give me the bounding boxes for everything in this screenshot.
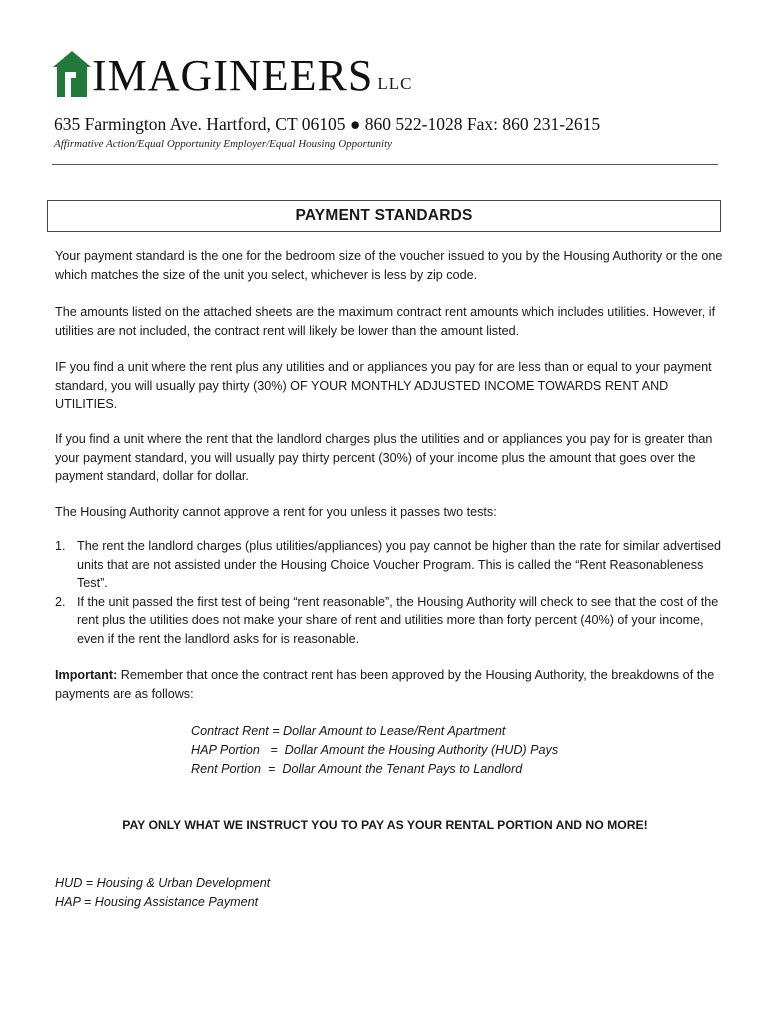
paragraph-below-standard [55, 358, 723, 414]
house-logo-icon [52, 50, 92, 98]
paragraph-text: IF you find a unit where the rent plus any utilities and or appliances you pay for are less than or equal to your payment standard, you will usually pay thirty (30%) OF YOUR MONTHLY ADJUSTED INCOME TOWARDS RENT AND UTILITIES. [55, 360, 712, 411]
list-text: The rent the landlord charges (plus utilities/appliances) you pay cannot be higher than the rate for similar advertised units that are not assisted under the Housing Choice Voucher Program. This is called the “Rent Reasonableness Test”. [77, 539, 722, 590]
list-text: If the unit passed the first test of being “rent reasonable”, the Housing Authority will check to see that the cost of the rent plus the utilities does not make your share of rent and utilities more than forty percent (40%) of your income, even if the rent the landlord asks for is reasonable. [77, 594, 719, 646]
list-item [55, 537, 723, 593]
list-number: 2. [55, 594, 66, 609]
important-paragraph [55, 666, 723, 703]
list-number: 1. [55, 539, 66, 553]
payment-breakdown [191, 722, 558, 779]
formula-rent-portion: Rent Portion = Dollar Amount the Tenant Pays to Landlord [191, 762, 523, 776]
tests-list [55, 537, 723, 648]
company-logo [52, 48, 412, 98]
company-suffix: LLC [377, 74, 413, 93]
paragraph-text: The Housing Authority cannot approve a rent for you unless it passes two tests: [55, 505, 497, 519]
formula-contract-rent: Contract Rent = Dollar Amount to Lease/Rent Apartment [191, 724, 506, 738]
company-tagline: Affirmative Action/Equal Opportunity Employer/Equal Housing Opportunity [54, 138, 393, 150]
paragraph-text: Your payment standard is the one for the bedroom size of the voucher issued to you by the Housing Authority or the one which matches the size of the unit you select, whichever is less by zip code. [55, 249, 723, 282]
page-title-box [47, 200, 721, 232]
page-title: PAYMENT STANDARDS [295, 207, 473, 224]
formula-hap-portion: HAP Portion = Dollar Amount the Housing Authority (HUD) Pays [191, 743, 559, 757]
definitions [55, 874, 270, 912]
paragraph-max-amounts [55, 303, 723, 340]
paragraph-above-standard [55, 430, 723, 486]
paragraph-text: The amounts listed on the attached sheets are the maximum contract rent amounts which includes utilities. However, if utilities are not included, the contract rent will likely be lower than the amount listed. [55, 305, 716, 338]
payment-notice: PAY ONLY WHAT WE INSTRUCT YOU TO PAY AS YOUR RENTAL PORTION AND NO MORE! [122, 818, 648, 832]
header-divider [52, 164, 718, 165]
company-name: IMAGINEERS [92, 51, 374, 100]
definition-hap: HAP = Housing Assistance Payment [55, 895, 259, 909]
list-item [55, 593, 723, 649]
company-address: 635 Farmington Ave. Hartford, CT 06105 ● 860 522-1028 Fax: 860 231-2615 [54, 114, 601, 134]
important-label: Important: [55, 668, 118, 682]
paragraph-two-tests [55, 503, 723, 522]
important-text: Remember that once the contract rent has been approved by the Housing Authority, the breakdowns of the payments are as follows: [55, 668, 715, 701]
paragraph-voucher-size [55, 247, 723, 284]
definition-hud: HUD = Housing & Urban Development [55, 876, 271, 890]
paragraph-text: If you find a unit where the rent that the landlord charges plus the utilities and or appliances you pay for is greater than your payment standard, you will usually pay thirty percent (30%) of your income plus the amount that goes over the payment standard, dollar for dollar. [55, 432, 713, 483]
